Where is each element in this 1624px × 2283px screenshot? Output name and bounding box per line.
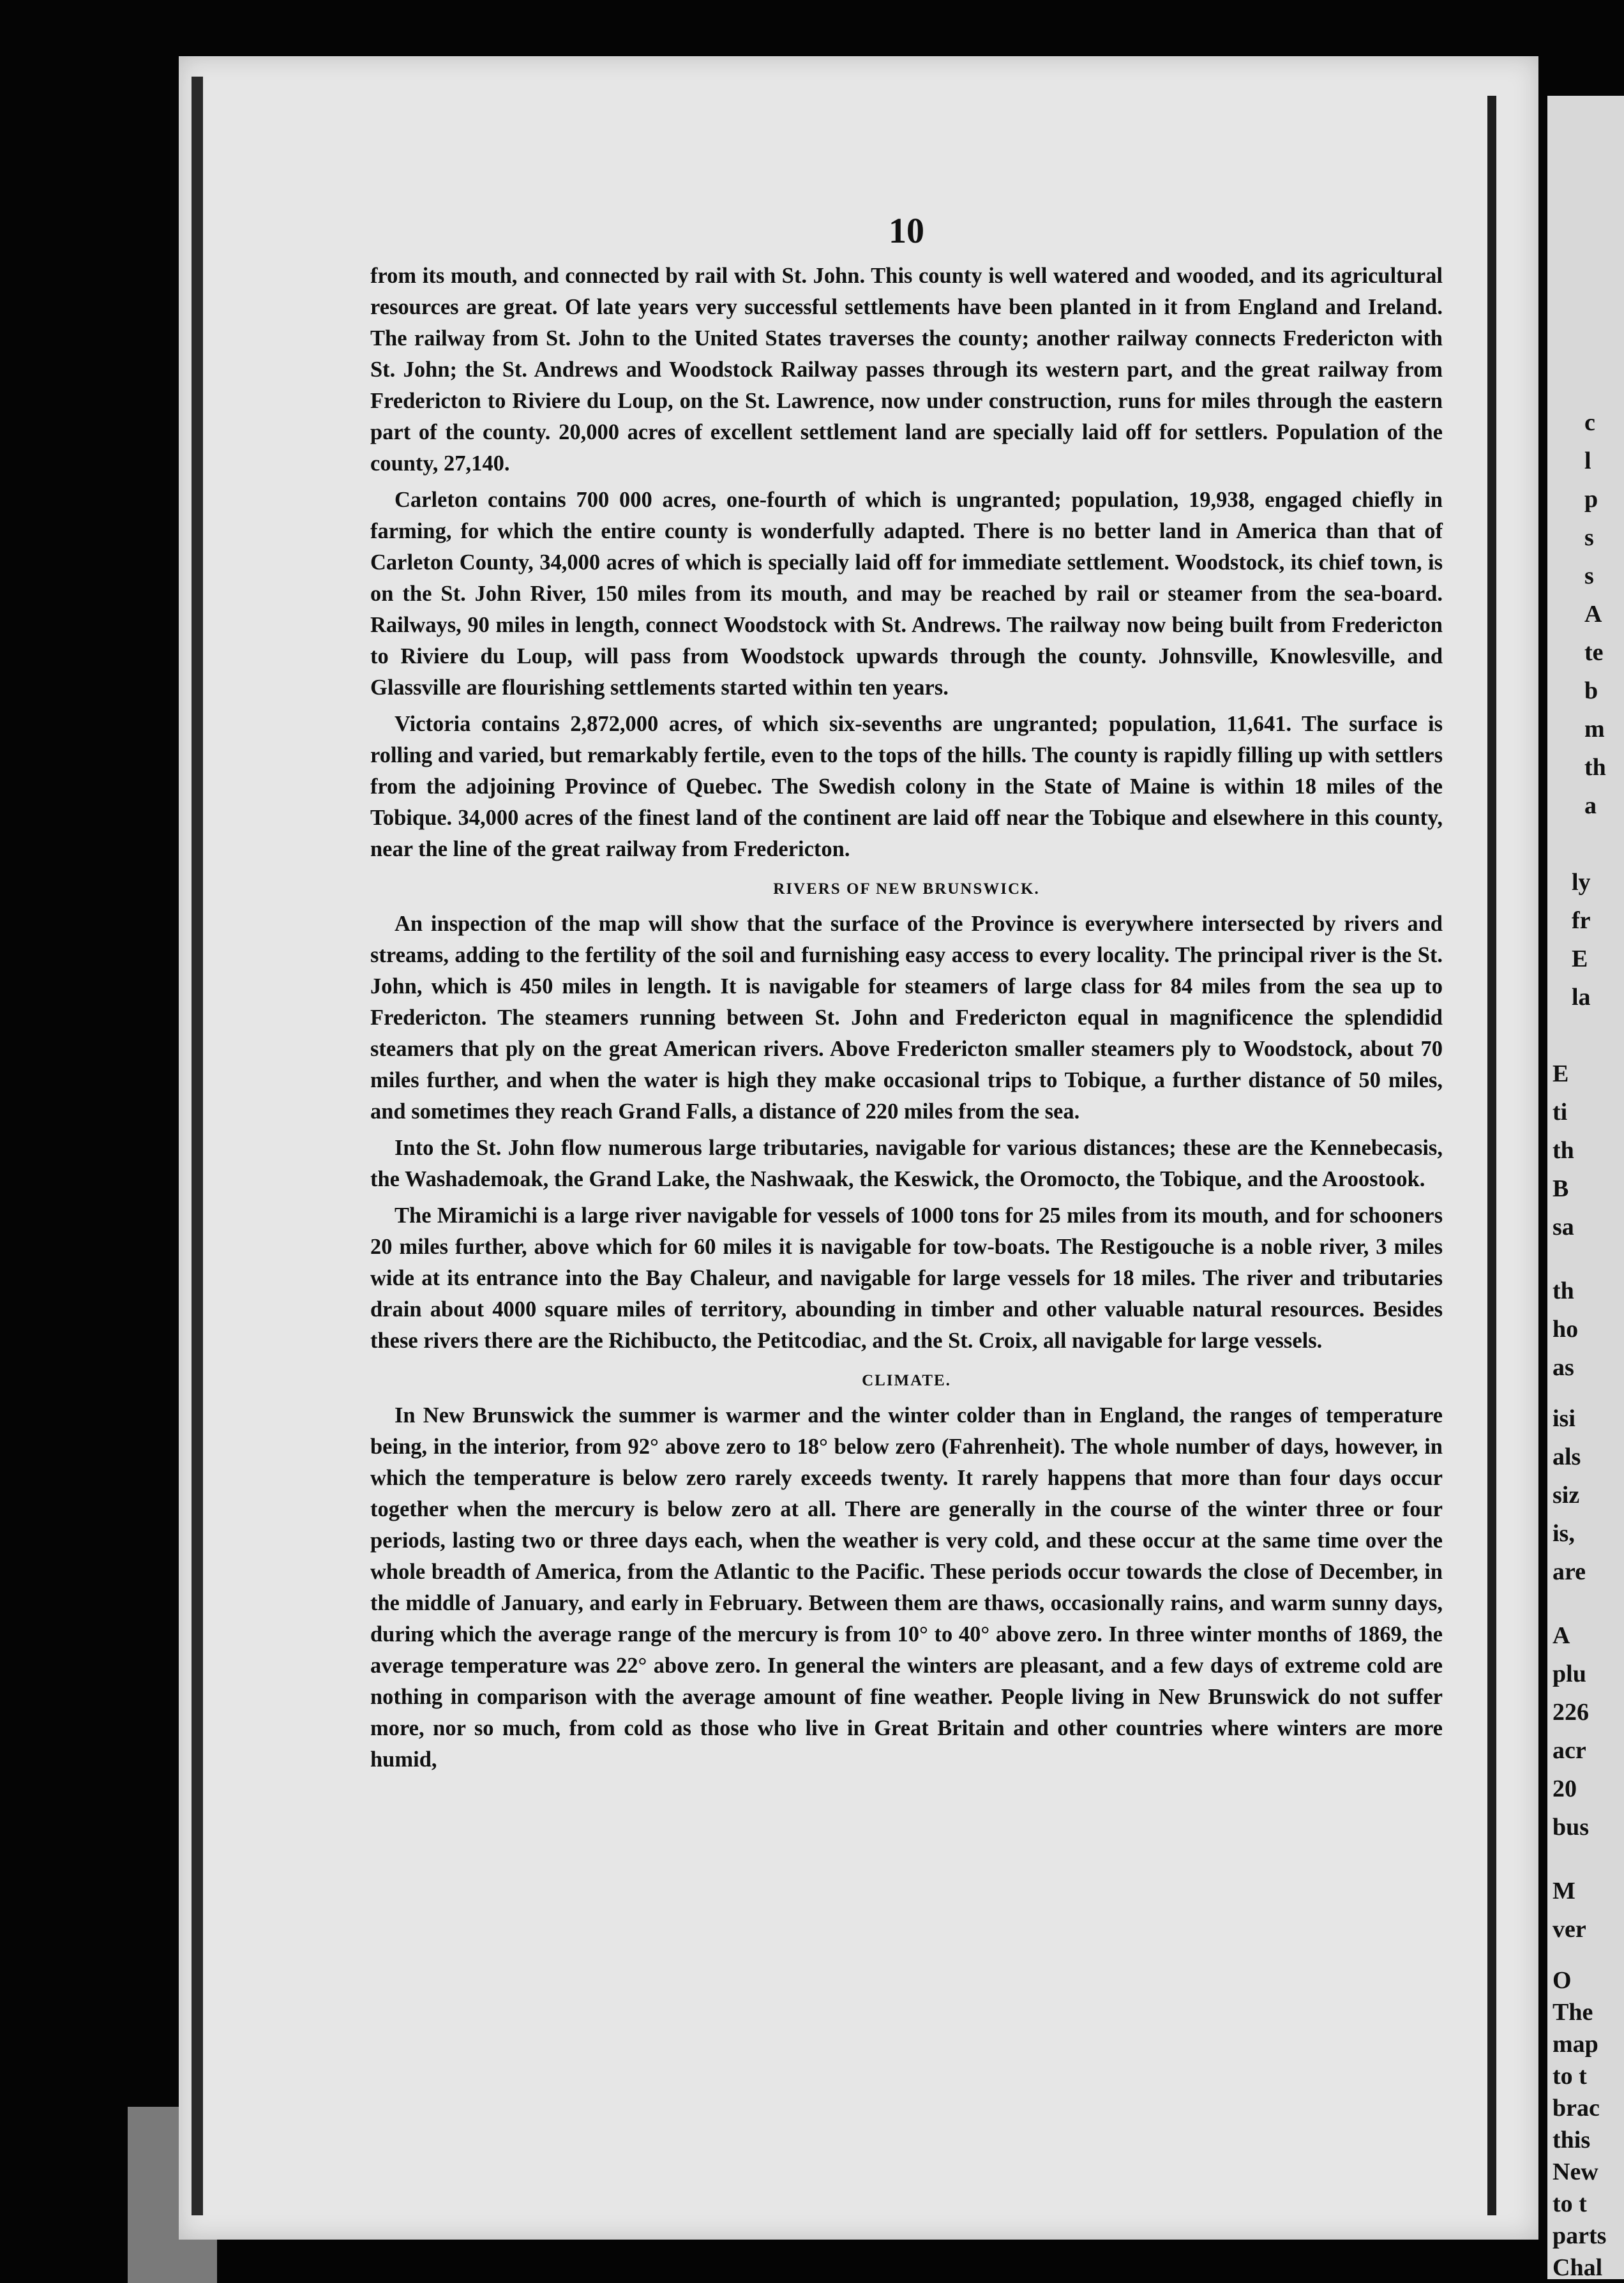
adjacent-page-fragment: 226 <box>1553 1699 1589 1726</box>
adjacent-page-fragment: O <box>1553 1967 1572 1994</box>
adjacent-page-fragment: als <box>1553 1443 1581 1470</box>
adjacent-page-fragment: sa <box>1553 1214 1574 1240</box>
adjacent-page-fragment: E <box>1553 1060 1569 1087</box>
adjacent-page-fragment: brac <box>1553 2095 1600 2121</box>
adjacent-page-fragment: to t <box>1553 2190 1587 2217</box>
adjacent-page-fragment: th <box>1584 754 1606 781</box>
adjacent-page-fragment: te <box>1584 639 1604 666</box>
heading-climate: CLIMATE. <box>862 1372 951 1389</box>
county-descriptions <box>370 260 1443 865</box>
adjacent-page-fragment: A <box>1584 601 1602 628</box>
adjacent-page-fragment: isi <box>1553 1405 1575 1432</box>
adjacent-page-fragment: plu <box>1553 1661 1586 1687</box>
page-number: 10 <box>889 211 924 251</box>
paragraph: Carleton contains 700 000 acres, one-fourth of which is ungranted; population, 19,938, engaged chiefly in farming, for which the entire county is wonderfully adapted. There is no better land in America than that of Carleton County, 34,000 acres of which is specially laid off for immediate settlement. Woodstock, its chief town, is on the St. John River, 150 miles from its mouth, and may be reached by rail or steamer from the sea-board. Railways, 90 miles in length, connect Woodstock with St. Andrews. The railway now being built from Fredericton to Riviere du Loup, will pass from Woodstock upwards through the county. Johnsville, Knowlesville, and Glassville are flourishing settlements started within ten years. <box>370 488 1443 700</box>
adjacent-page-fragment: ver <box>1553 1916 1586 1943</box>
adjacent-page-fragment: fr <box>1572 907 1591 934</box>
paragraph: Victoria contains 2,872,000 acres, of which six-sevenths are ungranted; population, 11,641. The surface is rolling and varied, but remarkably fertile, even to the tops of the hills. The county is rapidly filling up with settlers from the adjoining Province of Quebec. The Swedish colony in the State of Maine is within 18 miles of the Tobique. 34,000 acres of the finest land of the continent are laid off near the Tobique and elsewhere in this county, near the line of the great railway from Fredericton. <box>370 712 1443 861</box>
adjacent-page-fragment: B <box>1553 1175 1569 1202</box>
paragraph: An inspection of the map will show that the surface of the Province is everywhere intersected by rivers and streams, adding to the fertility of the soil and furnishing easy access to every locality. The principal river is the St. John, which is 450 miles in length. It is navigable for steamers of large class for 84 miles from the sea up to Fredericton. The steamers running between St. John and Fredericton equal in magnificence the splendidid steamers that ply on the great American rivers. Above Fredericton smaller steamers ply to Woodstock, about 70 miles further, and when the water is high they make occasional trips to Tobique, a further distance of 50 miles, and sometimes they reach Grand Falls, a distance of 220 miles from the sea. <box>370 912 1443 1124</box>
adjacent-page-fragment: c <box>1584 409 1595 436</box>
climate-section <box>370 1400 1443 1775</box>
adjacent-page-fragment: l <box>1584 448 1591 474</box>
adjacent-page-fragment: s <box>1584 524 1594 551</box>
adjacent-page-fragment: are <box>1553 1558 1586 1585</box>
adjacent-page-fragment: Chal <box>1553 2254 1603 2281</box>
adjacent-page-fragment: ho <box>1553 1316 1579 1343</box>
rivers-section <box>370 908 1443 1357</box>
paragraph: Into the St. John flow numerous large tributaries, navigable for various distances; these are the Kennebecasis, the Washademoak, the Grand Lake, the Nashwaak, the Keswick, the Oromocto, the Tobique, and the Aroostook. <box>370 1136 1443 1191</box>
heading-rivers: RIVERS OF NEW BRUNSWICK. <box>773 880 1040 898</box>
adjacent-page-fragment: M <box>1553 1878 1575 1904</box>
adjacent-page-fragment: acr <box>1553 1737 1586 1764</box>
adjacent-page-fragment: m <box>1584 716 1605 742</box>
adjacent-page-fragment: p <box>1584 486 1598 513</box>
page-left-edge <box>192 77 203 2215</box>
adjacent-page-fragment: is, <box>1553 1520 1575 1547</box>
adjacent-page-fragment: this <box>1553 2127 1591 2153</box>
adjacent-page-fragment: ti <box>1553 1099 1568 1126</box>
paragraph: from its mouth, and connected by rail with St. John. This county is well watered and wooded, and its agricultural resources are great. Of late years very successful settlements have been planted in it from England and Ireland. The railway from St. John to the United States traverses the county; another railway connects Fredericton with St. John; the St. Andrews and Woodstock Railway passes through its western part, and the great railway from Fredericton to Riviere du Loup, on the St. Lawrence, now under construction, runs for miles through the eastern part of the county. 20,000 acres of excellent settlement land are specially laid off for settlers. Population of the county, 27,140. <box>370 264 1443 476</box>
paragraph: The Miramichi is a large river navigable for vessels of 1000 tons for 25 miles from its mouth, and for schooners 20 miles further, above which for 60 miles it is navigable for tow-boats. The Restigouche is a noble river, 3 miles wide at its entrance into the Bay Chaleur, and navigable for large vessels for 18 miles. The river and tributaries drain about 4000 square miles of territory, abounding in timber and other valuable natural resources. Besides these rivers there are the Richibucto, the Petitcodiac, and the St. Croix, all navigable for large vessels. <box>370 1203 1443 1353</box>
adjacent-page-fragment: to t <box>1553 2063 1587 2090</box>
page-content <box>370 211 1443 1775</box>
paragraph: In New Brunswick the summer is warmer and the winter colder than in England, the ranges of temperature being, in the interior, from 92° above zero to 18° below zero (Fahrenheit). The whole number of days, however, in which the temperature is below zero rarely exceeds twenty. It rarely happens that more than four days occur together when the mercury is below zero at all. There are generally in the course of the winter three or four periods, lasting two or three days each, when the weather is very cold, and these occur at the same time over the whole breadth of America, from the Atlantic to the Pacific. These periods occur towards the close of December, in the middle of January, and early in February. Between them are thaws, occasionally rains, and warm sunny days, during which the average range of the mercury is from 10° to 40° above zero. In three winter months of 1869, the average temperature was 22° above zero. In general the winters are pleasant, and a few days of extreme cold are nothing in comparison with the average amount of fine weather. People living in New Brunswick do not suffer more, nor so much, from cold as those who live in Great Britain and other countries where winters are more humid, <box>370 1403 1443 1772</box>
adjacent-page-fragment: The <box>1553 1999 1593 2026</box>
adjacent-page-fragment: ly <box>1572 869 1591 896</box>
adjacent-page-fragment: New <box>1553 2159 1598 2185</box>
adjacent-page-fragment: map <box>1553 2031 1598 2058</box>
adjacent-page-fragment: parts <box>1553 2222 1607 2249</box>
adjacent-page-fragment: b <box>1584 677 1598 704</box>
adjacent-page-fragment: th <box>1553 1137 1574 1164</box>
adjacent-page-fragment: as <box>1553 1354 1574 1381</box>
adjacent-page-fragment: A <box>1553 1622 1570 1649</box>
adjacent-page-fragment: a <box>1584 792 1597 819</box>
adjacent-page-fragment: la <box>1572 984 1591 1011</box>
adjacent-page-fragment: th <box>1553 1277 1574 1304</box>
page-right-edge <box>1487 96 1496 2215</box>
adjacent-page-fragment: s <box>1584 562 1594 589</box>
adjacent-page-fragment: bus <box>1553 1814 1590 1841</box>
adjacent-page-fragment: E <box>1572 946 1588 972</box>
adjacent-page-fragment: 20 <box>1553 1775 1577 1802</box>
adjacent-page <box>1547 96 1624 2279</box>
adjacent-page-fragment: siz <box>1553 1482 1580 1509</box>
